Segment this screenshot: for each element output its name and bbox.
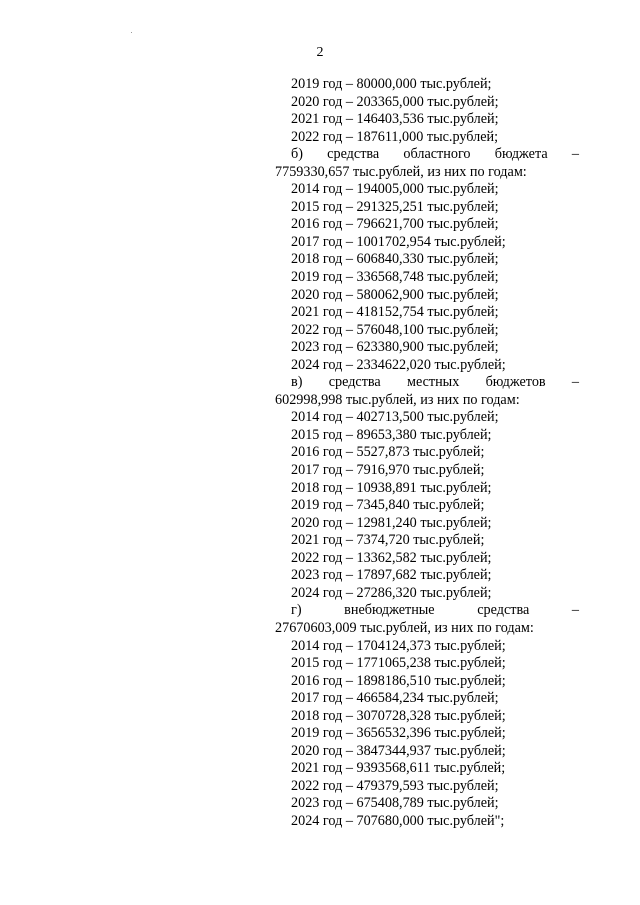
year-amount-line: 2020 год – 203365,000 тыс.рублей; <box>291 93 499 110</box>
year-amount-line: 2018 год – 10938,891 тыс.рублей; <box>291 479 492 496</box>
funding-source-total: 7759330,657 тыс.рублей, из них по годам: <box>275 163 527 180</box>
year-amount-line: 2015 год – 291325,251 тыс.рублей; <box>291 198 499 215</box>
heading-word: б) <box>291 146 303 163</box>
heading-word: средства <box>328 374 381 391</box>
funding-source-heading <box>275 146 579 164</box>
heading-word: – <box>571 602 579 619</box>
funding-source-heading <box>275 374 579 392</box>
year-amount-line: 2016 год – 796621,700 тыс.рублей; <box>291 216 499 233</box>
year-amount-line: 2014 год – 194005,000 тыс.рублей; <box>291 181 499 198</box>
year-amount-line: 2022 год – 187611,000 тыс.рублей; <box>291 128 499 145</box>
year-amount-line: 2024 год – 2334622,020 тыс.рублей; <box>291 356 506 373</box>
heading-word: местных <box>406 374 460 391</box>
heading-word: областного <box>403 146 471 163</box>
year-amount-line: 2021 год – 9393568,611 тыс.рублей; <box>291 760 506 777</box>
year-amount-line: 2019 год – 336568,748 тыс.рублей; <box>291 269 499 286</box>
year-amount-line: 2021 год – 146403,536 тыс.рублей; <box>291 111 499 128</box>
year-amount-line: 2020 год – 3847344,937 тыс.рублей; <box>291 742 506 759</box>
heading-word: – <box>571 374 579 391</box>
heading-word: средства <box>477 602 530 619</box>
year-amount-line: 2015 год – 1771065,238 тыс.рублей; <box>291 655 506 672</box>
heading-word: – <box>571 146 579 163</box>
heading-word: бюджета <box>494 146 548 163</box>
year-amount-line: 2019 год – 80000,000 тыс.рублей; <box>291 76 492 92</box>
year-amount-line: 2022 год – 13362,582 тыс.рублей; <box>291 549 492 566</box>
year-amount-line: 2019 год – 7345,840 тыс.рублей; <box>291 497 485 514</box>
scan-speck <box>131 32 132 33</box>
heading-word: в) <box>291 374 303 391</box>
year-amount-line: 2024 год – 27286,320 тыс.рублей; <box>291 584 492 601</box>
year-amount-line: 2014 год – 402713,500 тыс.рублей; <box>291 409 499 426</box>
year-amount-line: 2023 год – 623380,900 тыс.рублей; <box>291 339 499 356</box>
year-amount-line: 2014 год – 1704124,373 тыс.рублей; <box>291 637 506 654</box>
year-amount-line: 2017 год – 7916,970 тыс.рублей; <box>291 462 485 479</box>
year-amount-line: 2024 год – 707680,000 тыс.рублей"; <box>291 812 505 829</box>
year-amount-line: 2015 год – 89653,380 тыс.рублей; <box>291 426 492 443</box>
year-amount-line: 2019 год – 3656532,396 тыс.рублей; <box>291 725 506 742</box>
page-number: 2 <box>316 45 324 60</box>
funding-source-total: 27670603,009 тыс.рублей, из них по годам: <box>275 619 534 636</box>
heading-word: внебюджетные <box>344 602 435 619</box>
heading-word: бюджетов <box>485 374 546 391</box>
year-amount-line: 2016 год – 1898186,510 тыс.рублей; <box>291 672 506 689</box>
year-amount-line: 2023 год – 675408,789 тыс.рублей; <box>291 795 499 812</box>
heading-word: средства <box>327 146 380 163</box>
year-amount-line: 2021 год – 7374,720 тыс.рублей; <box>291 532 485 549</box>
year-amount-line: 2018 год – 606840,330 тыс.рублей; <box>291 251 499 268</box>
document-body <box>275 76 579 831</box>
heading-word: г) <box>291 602 302 619</box>
year-amount-line: 2017 год – 466584,234 тыс.рублей; <box>291 690 499 707</box>
year-amount-line: 2021 год – 418152,754 тыс.рублей; <box>291 304 499 321</box>
funding-source-heading <box>275 602 579 620</box>
year-amount-line: 2017 год – 1001702,954 тыс.рублей; <box>291 233 506 250</box>
funding-source-total: 602998,998 тыс.рублей, из них по годам: <box>275 391 520 408</box>
year-amount-line: 2018 год – 3070728,328 тыс.рублей; <box>291 707 506 724</box>
year-amount-line: 2022 год – 479379,593 тыс.рублей; <box>291 777 499 794</box>
year-amount-line: 2016 год – 5527,873 тыс.рублей; <box>291 444 485 461</box>
year-amount-line: 2022 год – 576048,100 тыс.рублей; <box>291 321 499 338</box>
year-amount-line: 2020 год – 12981,240 тыс.рублей; <box>291 514 492 531</box>
year-amount-line: 2023 год – 17897,682 тыс.рублей; <box>291 567 492 584</box>
year-amount-line: 2020 год – 580062,900 тыс.рублей; <box>291 286 499 303</box>
